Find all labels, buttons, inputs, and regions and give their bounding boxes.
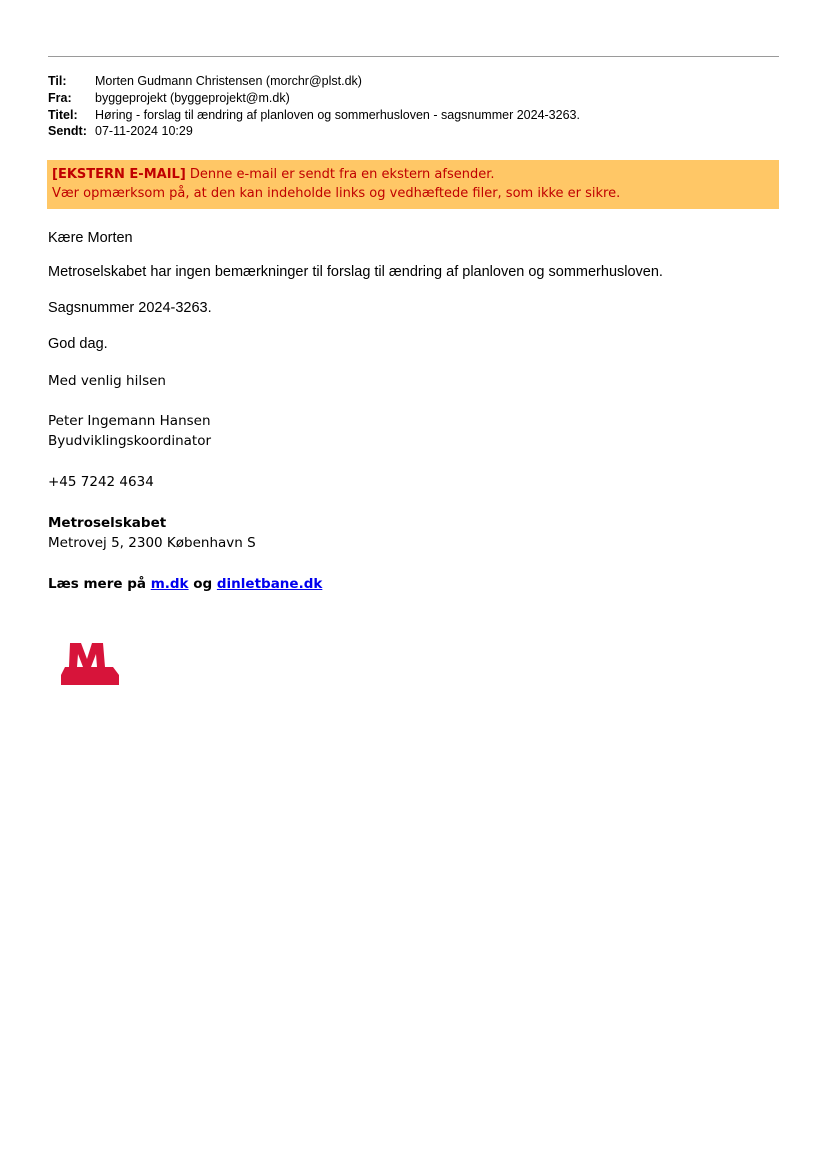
signature-phone: +45 7242 4634	[48, 474, 154, 490]
to-label: Til:	[48, 74, 67, 88]
signature-title: Byudviklingskoordinator	[48, 433, 212, 449]
message-paragraph: Metroselskabet har ingen bemærkninger til forslag til ændring af planloven og sommerhusloven.	[48, 264, 663, 280]
signature-name: Peter Ingemann Hansen	[48, 413, 211, 429]
from-label: Fra:	[48, 91, 72, 105]
logo-base	[61, 667, 119, 685]
warning-line-2: Vær opmærksom på, at den kan indeholde links og vedhæftede filer, som ikke er sikre.	[52, 186, 621, 201]
metro-m-logo	[61, 637, 129, 685]
warning-text-1: Denne e-mail er sendt fra en ekstern afsender.	[185, 167, 495, 182]
link-dinletbane-dk[interactable]: dinletbane.dk	[216, 576, 323, 592]
closing-day: God dag.	[48, 336, 108, 352]
to-value: Morten Gudmann Christensen (morchr@plst.dk)	[95, 74, 362, 88]
case-number: Sagsnummer 2024-3263.	[48, 300, 212, 316]
read-more-prefix: Læs mere på	[48, 576, 151, 592]
read-more-connector: og	[188, 576, 217, 592]
sent-value: 07-11-2024 10:29	[95, 124, 193, 138]
subject-value: Høring - forslag til ændring af planloven og sommerhusloven - sagsnummer 2024-3263.	[95, 108, 580, 122]
greeting: Kære Morten	[48, 230, 133, 246]
subject-label: Titel:	[48, 108, 78, 122]
logo-m-letter	[69, 643, 105, 667]
external-email-warning	[47, 160, 779, 209]
signature-address: Metrovej 5, 2300 København S	[48, 535, 256, 551]
sent-label: Sendt:	[48, 124, 87, 138]
header-divider	[48, 56, 779, 57]
read-more-line	[48, 575, 322, 593]
signature-company: Metroselskabet	[48, 515, 167, 531]
link-m-dk[interactable]: m.dk	[150, 576, 189, 592]
from-value: byggeprojekt (byggeprojekt@m.dk)	[95, 91, 290, 105]
warning-tag: [EKSTERN E-MAIL]	[52, 167, 186, 182]
regards: Med venlig hilsen	[48, 373, 166, 389]
warning-line-1	[52, 166, 495, 183]
